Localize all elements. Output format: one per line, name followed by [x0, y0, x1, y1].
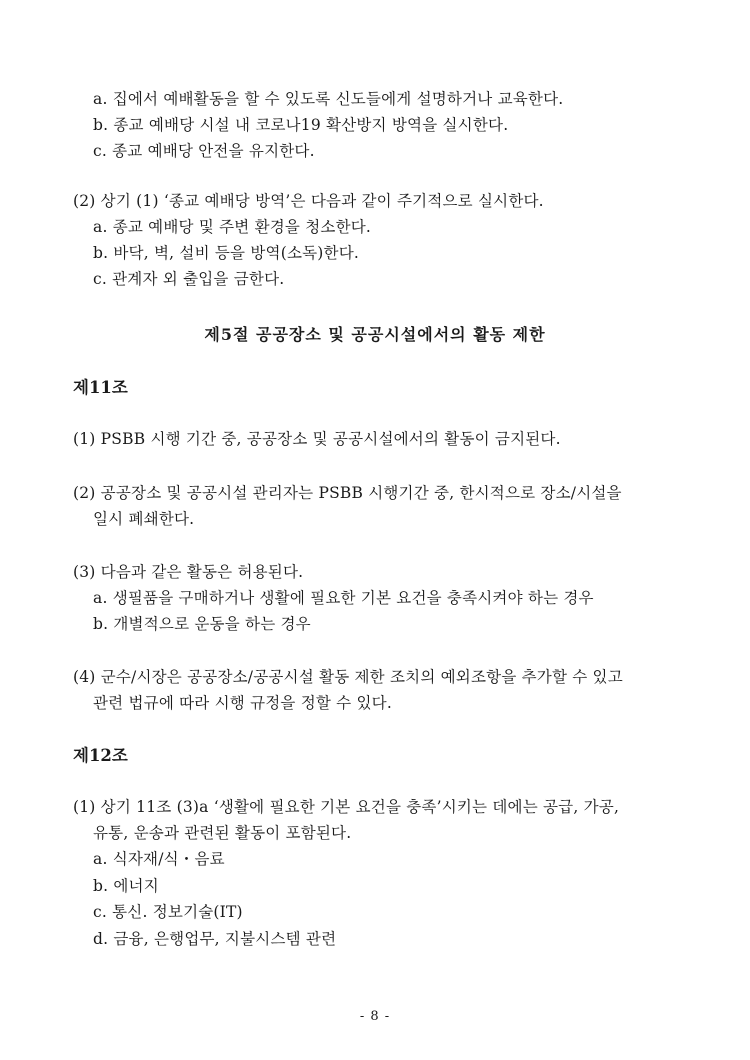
paragraph: (4) 군수/시장은 공공장소/공공시설 활동 제한 조치의 예외조항을 추가할 수 있고 [73, 668, 623, 686]
paragraph: (2) 공공장소 및 공공시설 관리자는 PSBB 시행기간 중, 한시적으로 장소/시설을 [73, 484, 622, 502]
list-item: a. 식자재/식・음료 [93, 850, 225, 868]
paragraph: (3) 다음과 같은 활동은 허용된다. [73, 563, 304, 581]
list-item: b. 개별적으로 운동을 하는 경우 [93, 615, 311, 633]
section-heading: 제5절 공공장소 및 공공시설에서의 활동 제한 [204, 325, 546, 344]
article-title: 제12조 [73, 746, 128, 765]
list-item: c. 통신. 정보기술(IT) [93, 903, 243, 921]
list-item: c. 관계자 외 출입을 금한다. [93, 270, 285, 288]
list-item: a. 생필품을 구매하거나 생활에 필요한 기본 요건을 충족시켜야 하는 경우 [93, 589, 594, 607]
paragraph-continuation: 일시 폐쇄한다. [93, 510, 195, 528]
paragraph: (2) 상기 (1) ‘종교 예배당 방역’은 다음과 같이 주기적으로 실시한다. [73, 192, 544, 210]
list-item: a. 집에서 예배활동을 할 수 있도록 신도들에게 설명하거나 교육한다. [93, 90, 564, 108]
list-item: d. 금융, 은행업무, 지불시스템 관련 [93, 930, 337, 948]
page-number: - 8 - [359, 1009, 391, 1024]
list-item: b. 종교 예배당 시설 내 코로나19 확산방지 방역을 실시한다. [93, 116, 509, 134]
article-title: 제11조 [73, 378, 128, 397]
paragraph-continuation: 유통, 운송과 관련된 활동이 포함된다. [93, 824, 352, 842]
list-item: a. 종교 예배당 및 주변 환경을 청소한다. [93, 218, 372, 236]
list-item: b. 바닥, 벽, 설비 등을 방역(소독)한다. [93, 244, 360, 262]
paragraph: (1) 상기 11조 (3)a ‘생활에 필요한 기본 요건을 충족’시키는 데에는 공급, 가공, [73, 798, 620, 816]
list-item: c. 종교 예배당 안전을 유지한다. [93, 142, 315, 160]
list-item: b. 에너지 [93, 877, 159, 895]
paragraph: (1) PSBB 시행 기간 중, 공공장소 및 공공시설에서의 활동이 금지된다. [73, 430, 561, 448]
paragraph-continuation: 관련 법규에 따라 시행 규정을 정할 수 있다. [93, 694, 392, 712]
